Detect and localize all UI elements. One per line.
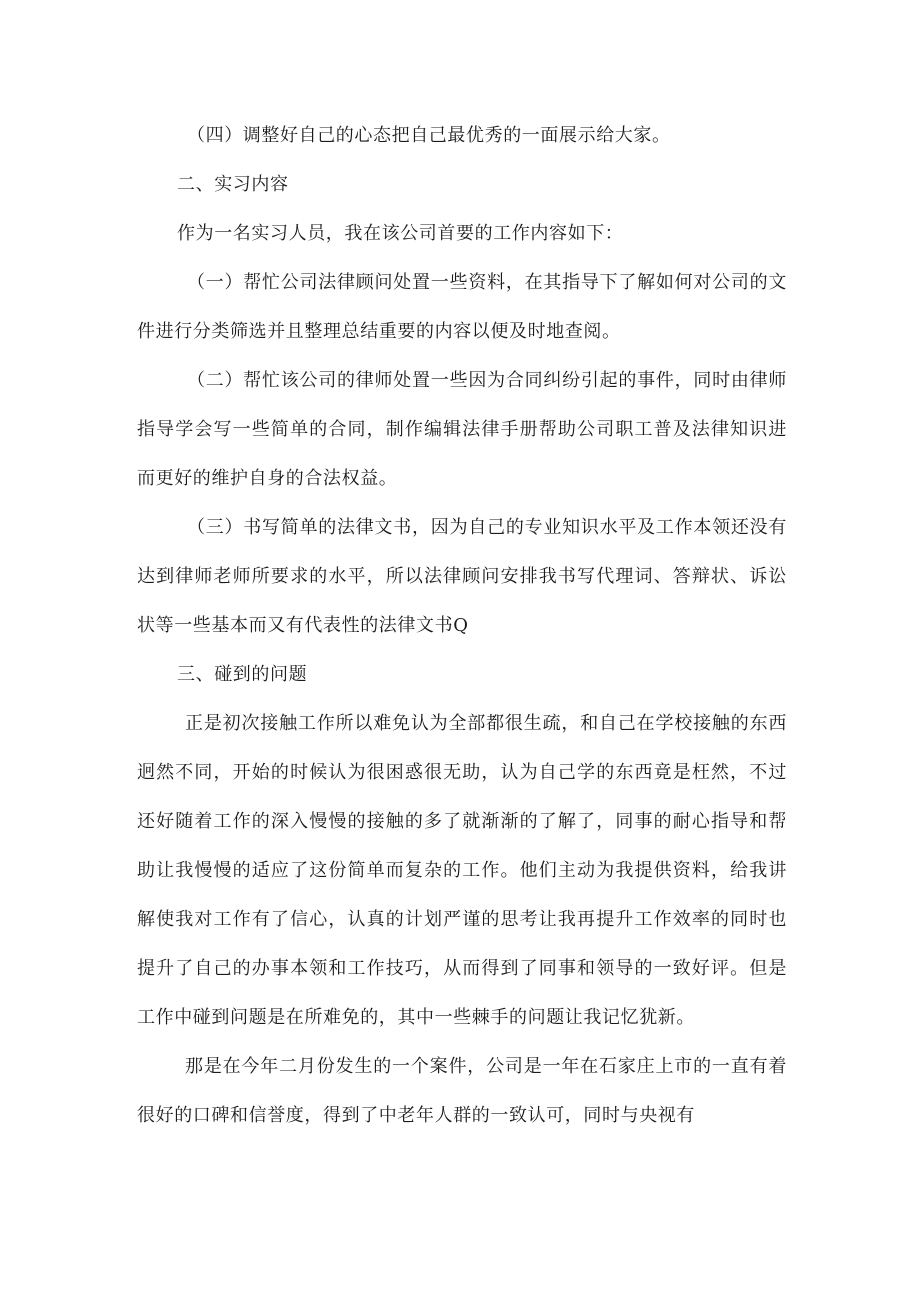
paragraph-task-one: （一）帮忙公司法律顾问处置一些资料，在其指导下了解如何对公司的文件进行分类筛选并且整理总结重要的内容以便及时地查阅。 <box>137 272 787 342</box>
section-heading-problems: 三、碰到的问题 <box>177 664 308 685</box>
paragraph-work-intro: 作为一名实习人员，我在该公司首要的工作内容如下： <box>177 223 624 244</box>
section-heading-internship-content: 二、实习内容 <box>177 174 289 195</box>
paragraph-problems-body: 正是初次接触工作所以难免认为全部都很生疏，和自己在学校接触的东西迥然不同，开始的时候认为很困惑很无助，认为自己学的东西竟是枉然，不过还好随着工作的深入慢慢的接触的多了就渐渐的了解了，同事的耐心指导和帮助让我慢慢的适应了这份简单而复杂的工作。他们主动为我提供资料，给我讲解使我对工作有了信心，认真的计划严谨的思考让我再提升工作效率的同时也提升了自己的办事本领和工作技巧，从而得到了同事和领导的一致好评。但是工作中碰到问题是在所难免的，其中一些棘手的问题让我记忆犹新。 <box>137 713 787 1028</box>
paragraph-task-two: （二）帮忙该公司的律师处置一些因为合同纠纷引起的事件，同时由律师指导学会写一些简单的合同，制作编辑法律手册帮助公司职工普及法律知识进而更好的维护自身的合法权益。 <box>137 370 787 489</box>
document-body <box>137 111 787 1140</box>
paragraph-task-three: （三）书写简单的法律文书，因为自己的专业知识水平及工作本领还没有达到律师老师所要求的水平，所以法律顾问安排我书写代理词、答辩状、诉讼状等一些基本而又有代表性的法律文书Q <box>137 517 787 636</box>
paragraph-case-intro: 那是在今年二月份发生的一个案件，公司是一年在石家庄上市的一直有着很好的口碑和信誉度，得到了中老年人群的一致认可，同时与央视有 <box>137 1056 787 1126</box>
paragraph-adjust-mindset: （四）调整好自己的心态把自己最优秀的一面展示给大家。 <box>187 125 671 146</box>
